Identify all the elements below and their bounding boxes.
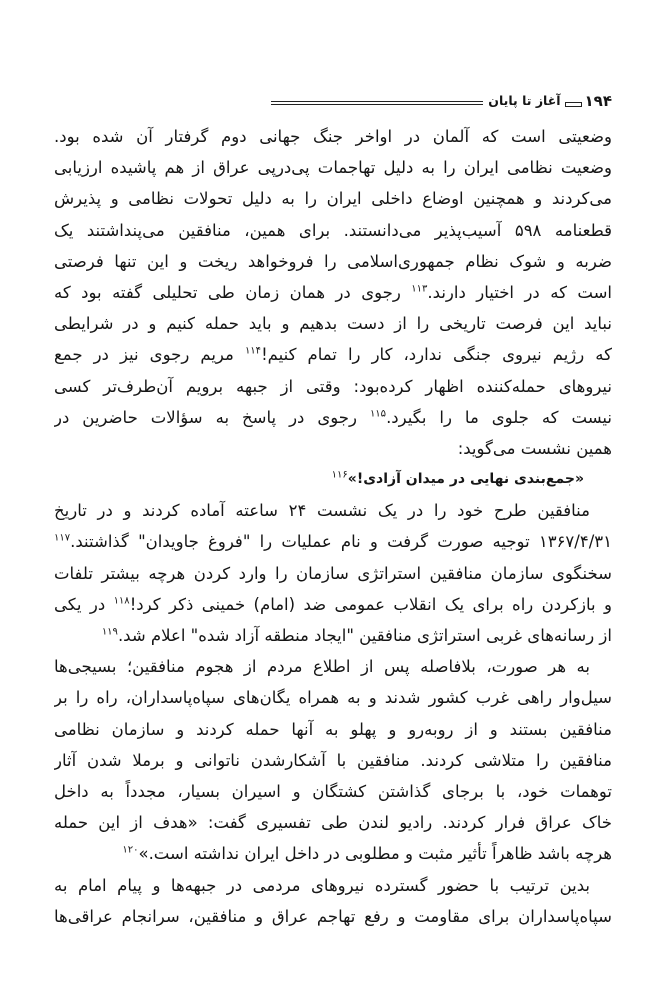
line-text: رجوی در همان زمان طی تحلیلی گفته بود که <box>54 282 412 302</box>
footnote-ref: ۱۱۴ <box>244 345 262 357</box>
text-line <box>54 277 612 308</box>
line-text: و بازکردن راه برای یک انقلاب عمومی ضد (امام) خمینی ذکر کرد! <box>129 594 612 614</box>
running-header <box>271 90 612 112</box>
footnote-ref: ۱۲۰ <box>122 844 139 856</box>
text-line: ضربه و شوک نظام جمهوری‌اسلامی را فروخواهد ریخت و این تنها فرصتی <box>54 251 612 271</box>
text-line: وضعیتی است که آلمان در اواخر جنگ جهانی دوم گرفتار آن شده بود. <box>54 127 612 146</box>
text-line: سیل‌وار راهی غرب کشور شدند و به همراه یگان‌های سپاه‌پاسداران، راه را بر <box>54 688 612 708</box>
text-line: توهمات خود، با برجای گذاشتن کشتگان و اسیران بسیار، مجدداً به داخل <box>54 781 612 801</box>
line-text: مریم رجوی نیز در جمع <box>54 345 245 365</box>
page-number: ۱۹۴ <box>584 92 612 110</box>
text-line <box>54 589 612 620</box>
body-text <box>54 121 612 932</box>
line-text: ۱۳۶۷/۴/۳۱ توجیه صورت گرفت و نام عملیات را "فروغ جاویدان" گذاشتند. <box>70 532 612 552</box>
line-text: هرچه باشد ظاهراً تأثیر مثبت و مطلوبی در داخل ایران نداشته است.» <box>138 844 612 864</box>
text-line: می‌کردند و همچنین اوضاع داخلی ایران را به دلیل تحولات نظامی و پذیرش <box>54 189 612 209</box>
text-line: نباید این فرصت تاریخی را از دست بدهیم و باید حمله کنیم و در شرایطی <box>54 314 612 334</box>
text-line: سخنگوی سازمان منافقین استراتژی سازمان را وارد کردن هرچه بیشتر تلفات <box>54 563 612 583</box>
text-line: منافقین طرح خود را در یک نشست ۲۴ ساعته آماده کردند و در تاریخ <box>54 501 590 521</box>
text-line: سپاه‌پاسداران برای مقاومت و رفع تهاجم عراق و منافقین، سرانجام عراقی‌ها <box>54 906 612 926</box>
paragraph <box>54 495 612 651</box>
footnote-ref: ۱۱۷ <box>54 532 71 544</box>
text-line: همین نشست می‌گوید: <box>457 438 612 458</box>
text-line: منافقین بستند و از روبه‌رو و پهلو به آنها حمله کردند و سازمان نظامی <box>54 719 612 739</box>
line-text: در یکی <box>54 594 114 614</box>
line-text: است که در اختیار دارند. <box>427 282 612 302</box>
footnote-ref: ۱۱۹ <box>101 626 118 638</box>
line-text: رجوی در پاسخ به سؤالات حاضرین در <box>54 407 370 427</box>
line-text: نیست که جلوی ما را بگیرد. <box>386 407 612 427</box>
paragraph <box>54 121 612 464</box>
text-line: به هر صورت، بلافاصله پس از اطلاع مردم از هجوم منافقین؛ بسیجی‌ها <box>54 657 590 677</box>
line-text: که رژیم نیروی جنگی ندارد، کار را تمام کنیم! <box>261 345 612 365</box>
text-line <box>54 526 612 557</box>
text-line <box>54 620 612 651</box>
text-line: خاک عراق فرار کردند. رادیو لندن طی تفسیری گفت: «هدف از این حمله <box>54 813 612 833</box>
section-heading <box>54 464 612 495</box>
text-line: منافقین را متلاشی کردند. منافقین با آشکارشدن ناتوانی و برملا شدن آثار <box>54 750 612 770</box>
header-rule <box>271 101 483 105</box>
heading-text: «جمع‌بندی نهایی در میدان آزادی!» <box>347 471 584 488</box>
text-line <box>54 339 612 370</box>
footnote-ref: ۱۱۵ <box>369 408 387 420</box>
text-line: نیروهای حمله‌کننده اظهار کرده‌بود: وقتی از جبهه برویم آن‌طرف‌تر کسی <box>54 376 612 396</box>
paragraph <box>54 870 612 932</box>
footnote-ref: ۱۱۶ <box>331 469 348 481</box>
footnote-ref: ۱۱۸ <box>113 595 130 607</box>
text-line: بدین ترتیب با حضور گسترده نیروهای مردمی در جبهه‌ها و پیام امام به <box>54 875 590 895</box>
text-line <box>54 838 612 869</box>
text-line: قطعنامه ۵۹۸ آسیب‌پذیر می‌دانستند. برای همین، منافقین می‌پنداشتند یک <box>54 220 612 240</box>
paragraph <box>54 651 612 869</box>
footnote-ref: ۱۱۳ <box>411 283 428 295</box>
line-text: از رسانه‌های غربی استراتژی منافقین "ایجاد منطقه آزاد شده" اعلام شد. <box>117 626 612 645</box>
header-ornament <box>565 102 582 107</box>
text-line: وضعیت نظامی ایران را به دلیل تهاجمات پی‌درپی عراق از هم پاشیده ارزیابی <box>54 158 612 178</box>
running-title: آغاز تا پایان <box>488 93 561 108</box>
text-line <box>54 402 612 433</box>
